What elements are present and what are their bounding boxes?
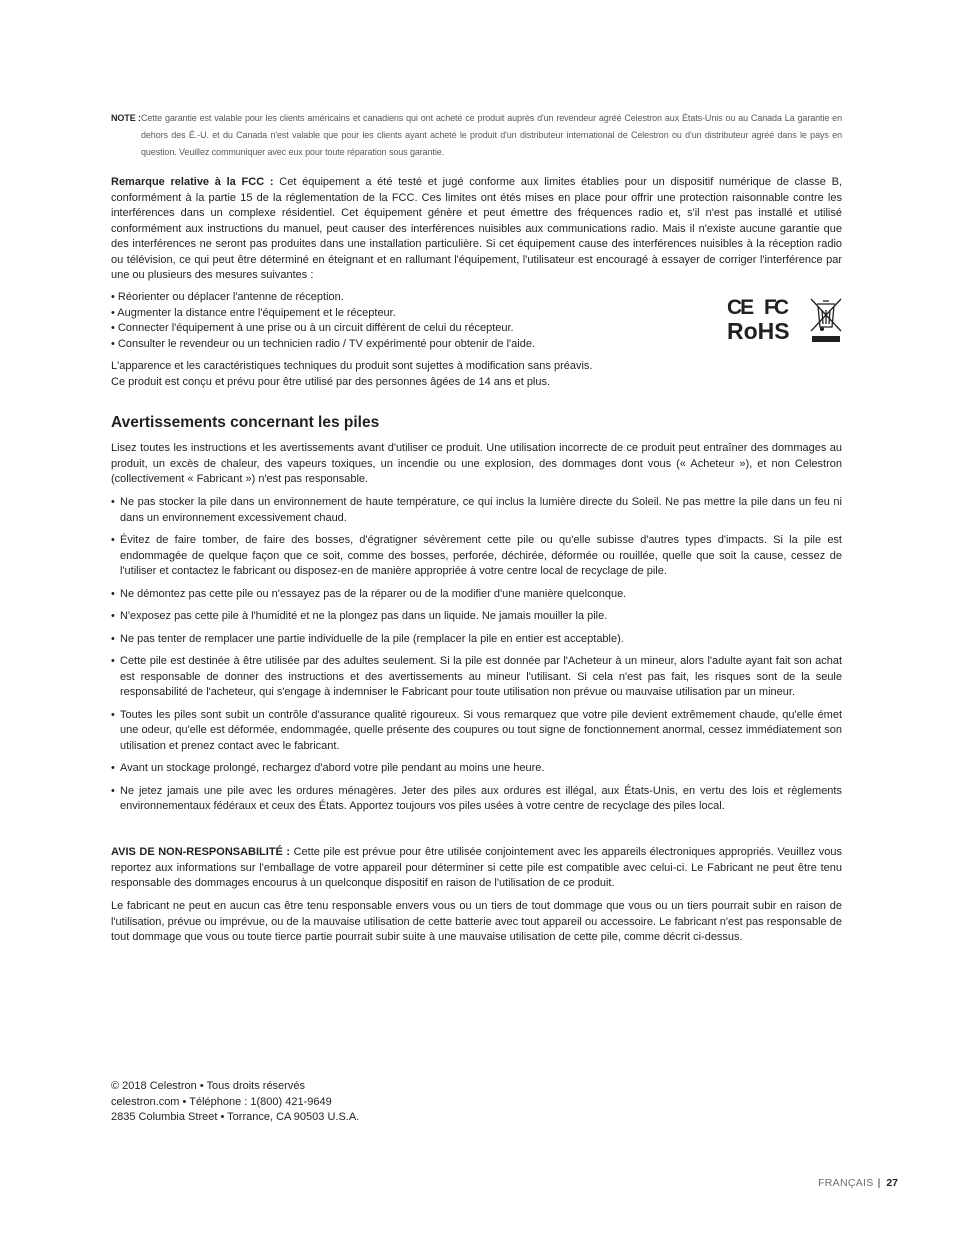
battery-warning-text: N'exposez pas cette pile à l'humidité et ne la plongez pas dans un liquide. Ne jamais mouiller la pile.: [120, 610, 608, 622]
language-label: FRANÇAIS: [818, 1177, 874, 1189]
fcc-label: Remarque relative à la FCC :: [111, 176, 274, 188]
battery-warnings-list: [111, 495, 842, 822]
battery-warning-text: Ne pas tenter de remplacer une partie individuelle de la pile (remplacer la pile en entier est acceptable).: [120, 632, 624, 645]
page-footer: [818, 1176, 898, 1190]
liability-disclaimer: [111, 845, 842, 892]
disclaimer-line: Ce produit est conçu et prévu pour être utilisé par des personnes âgées de 14 ans et plus.: [111, 375, 551, 388]
battery-warning-item: [111, 495, 842, 526]
battery-warning-text: Avant un stockage prolongé, rechargez d'abord votre pile pendant au moins une heure.: [120, 762, 545, 774]
note-text: Cette garantie est valable pour les clients américains et canadiens qui ont acheté ce produit auprès d'un revendeur agréé Celestron aux États-Unis ou au Canada La garantie en dehors des É.-U. et du Canada n'est valable que pour les clients ayant acheté le produit d'un distributeur international de Celestron ou d'un distributeur agréé dans le pays en question. Veuillez communiquer avec eux pour toute réparation sous garantie.: [141, 113, 842, 157]
battery-warning-item: [111, 784, 842, 815]
bullet: •: [111, 784, 115, 797]
battery-warning-text: Cette pile est destinée à être utilisée par des adultes seulement. Si la pile est donnée par l'Acheteur à un mineur, alors l'adulte ayant fait son achat est responsable de donner des instructions et des avertissements au mineur l'utilisant. Si cela n'est pas fait, les risques sont de la seule responsabilité de l'acheteur, qui s'engage à indemniser le Fabricant pour toute utilisation non prévue ou mauvaise utilisation par un mineur.: [120, 655, 842, 698]
avis-label: AVIS DE NON-RESPONSABILITÉ :: [111, 846, 291, 858]
bullet: •: [111, 610, 115, 622]
address: 2835 Columbia Street • Torrance, CA 90503 U.S.A.: [111, 1111, 360, 1123]
fcc-measure-item: • Réorienter ou déplacer l'antenne de réception.: [111, 291, 344, 303]
battery-warning-text: Toutes les piles sont subit un contrôle d'assurance qualité rigoureux. Si vous remarquez que votre pile devient extrêmement chaude, qu'elle émet une odeur, qu'elle est déformée, endommagée, quelle présente des coupures ou tout signe de fonctionnement anormal, cessez immédiatement son utilisation et prenez contact avec le fabricant.: [120, 708, 842, 752]
company-footer: [111, 1079, 359, 1126]
page-number: 27: [886, 1177, 898, 1189]
bullet: •: [111, 496, 115, 508]
battery-section-title: Avertissements concernant les piles: [111, 414, 380, 431]
manufacturer-liability: Le fabricant ne peut en aucun cas être tenu responsable envers vous ou un tiers de tout dommage que vous ou un tiers pourrait subir en raison de l'utilisation, prévue ou imprévue, ou de la mauvaise utilisation de cette batterie avec tout appareil ou accessoire. Le fabricant n'est pas responsable de tout dommage que vous ou toute tierce partie pourrait subir suite à une mauvaise utilisation de cette pile, comme décrit ci-dessus.: [111, 900, 842, 943]
bullet: •: [111, 708, 115, 721]
fcc-measure-item: • Augmenter la distance entre l'équipement et le récepteur.: [111, 306, 396, 319]
fcc-measure-item: • Consulter le revendeur ou un technicien radio / TV expérimenté pour obtenir de l'aide.: [111, 337, 535, 350]
fcc-measure-item: • Connecter l'équipement à une prise ou à un circuit différent de celui du récepteur.: [111, 322, 514, 334]
battery-warning-item: [111, 708, 842, 755]
copyright: © 2018 Celestron • Tous droits réservés: [111, 1080, 305, 1092]
battery-warning-item: [111, 761, 842, 777]
battery-warning-item: [111, 533, 842, 580]
disclaimer-line: L'apparence et les caractéristiques techniques du produit sont sujettes à modification sans préavis.: [111, 360, 593, 372]
fcc-notice: [111, 175, 842, 284]
ce-mark: CE: [727, 296, 753, 319]
bullet: •: [111, 655, 115, 667]
rohs-mark: RoHS: [727, 318, 790, 344]
battery-warning-text: Ne démontez pas cette pile ou n'essayez pas de la réparer ou de la modifier d'une manière quelconque.: [120, 587, 627, 600]
bullet: •: [111, 762, 115, 774]
battery-warning-item: [111, 632, 842, 648]
bullet: •: [111, 587, 115, 600]
fcc-mark: FC: [764, 296, 786, 319]
bullet: •: [111, 632, 115, 645]
footer-separator: |: [877, 1177, 881, 1189]
battery-warning-item: [111, 654, 842, 701]
warranty-note: [111, 110, 842, 161]
battery-warning-text: Ne jetez jamais une pile avec les ordures ménagères. Jeter des piles aux ordures est illégal, aux États-Unis, en vertu des lois et règlements environnementaux fédéraux et ceux des États. Apportez toujours vos piles usées à votre centre de recyclage des piles local.: [120, 784, 842, 812]
battery-warning-item: [111, 609, 842, 625]
crossed-out-wheelie-bin-icon: [809, 296, 843, 344]
bullet: •: [111, 534, 115, 546]
battery-warning-item: [111, 587, 842, 603]
battery-warning-text: Évitez de faire tomber, de faire des bosses, d'égratigner sévèrement cette pile ou qu'elle subisse d'autres types d'impacts. Si la pile est endommagée de quelque façon que ce soit, comme des bosses, perforée, déchirée, déformée ou rouillée, quelle que soit la cause, cessez de l'utiliser et contactez le fabricant ou disposez-en de manière appropriée à votre centre local de recyclage de pile.: [120, 534, 842, 577]
product-disclaimer: [111, 359, 711, 390]
fcc-text: Cet équipement a été testé et jugé conforme aux limites établies pour un dispositif numérique de classe B, conformément à la partie 15 de la réglementation de la FCC. Ces limites ont étés mises en place pour offrir une protection raisonnable contre les interférences dans un complexe résidentiel. Cet équipement génère et peut émettre des fréquences radio et, s'il n'est pas installé et utilisé conformément aux instructions du manuel, peut causer des interférences nuisibles aux communications radio. Mais il n'existe aucune garantie que des interférences ne seront pas produites dans une installation particulière. Si cet équipement cause des interférences nuisibles à la réception radio ou télévision, ce qui peut être déterminé en éteignant et en rallumant l'équipement, l'utilisateur est encouragé à essayer de corriger l'interférence par une ou plusieurs des mesures suivantes :: [111, 176, 842, 281]
fcc-measures-list: [111, 290, 711, 352]
certification-logos: [727, 296, 843, 344]
battery-warning-text: Ne pas stocker la pile dans un environnement de haute température, ce qui inclus la lumière directe du Soleil. Ne pas mettre la pile dans un feu ni dans un environnement excessivement chaud.: [120, 496, 842, 524]
note-label: NOTE :: [111, 113, 141, 123]
avis-text: Cette pile est prévue pour être utilisée conjointement avec les appareils électroniques appropriés. Veuillez vous reportez aux informations sur l'emballage de votre appareil pour déterminer si cette pile est compatible avec celui-ci. Le Fabricant ne peut être tenu responsable des dommages encourus à un quelconque dispositif en raison de l'utilisation de ce produit.: [111, 846, 842, 889]
contact-info: celestron.com • Téléphone : 1(800) 421-9649: [111, 1095, 332, 1108]
battery-intro: Lisez toutes les instructions et les avertissements avant d'utiliser ce produit. Une utilisation incorrecte de ce produit peut entraîner des dommages au produit, un excès de chaleur, des vapeurs toxiques, un incendie ou une explosion, des dommages dont vous (« Acheteur »), et non Celestron (collectivement « Fabricant ») n'est pas responsable.: [111, 442, 842, 485]
